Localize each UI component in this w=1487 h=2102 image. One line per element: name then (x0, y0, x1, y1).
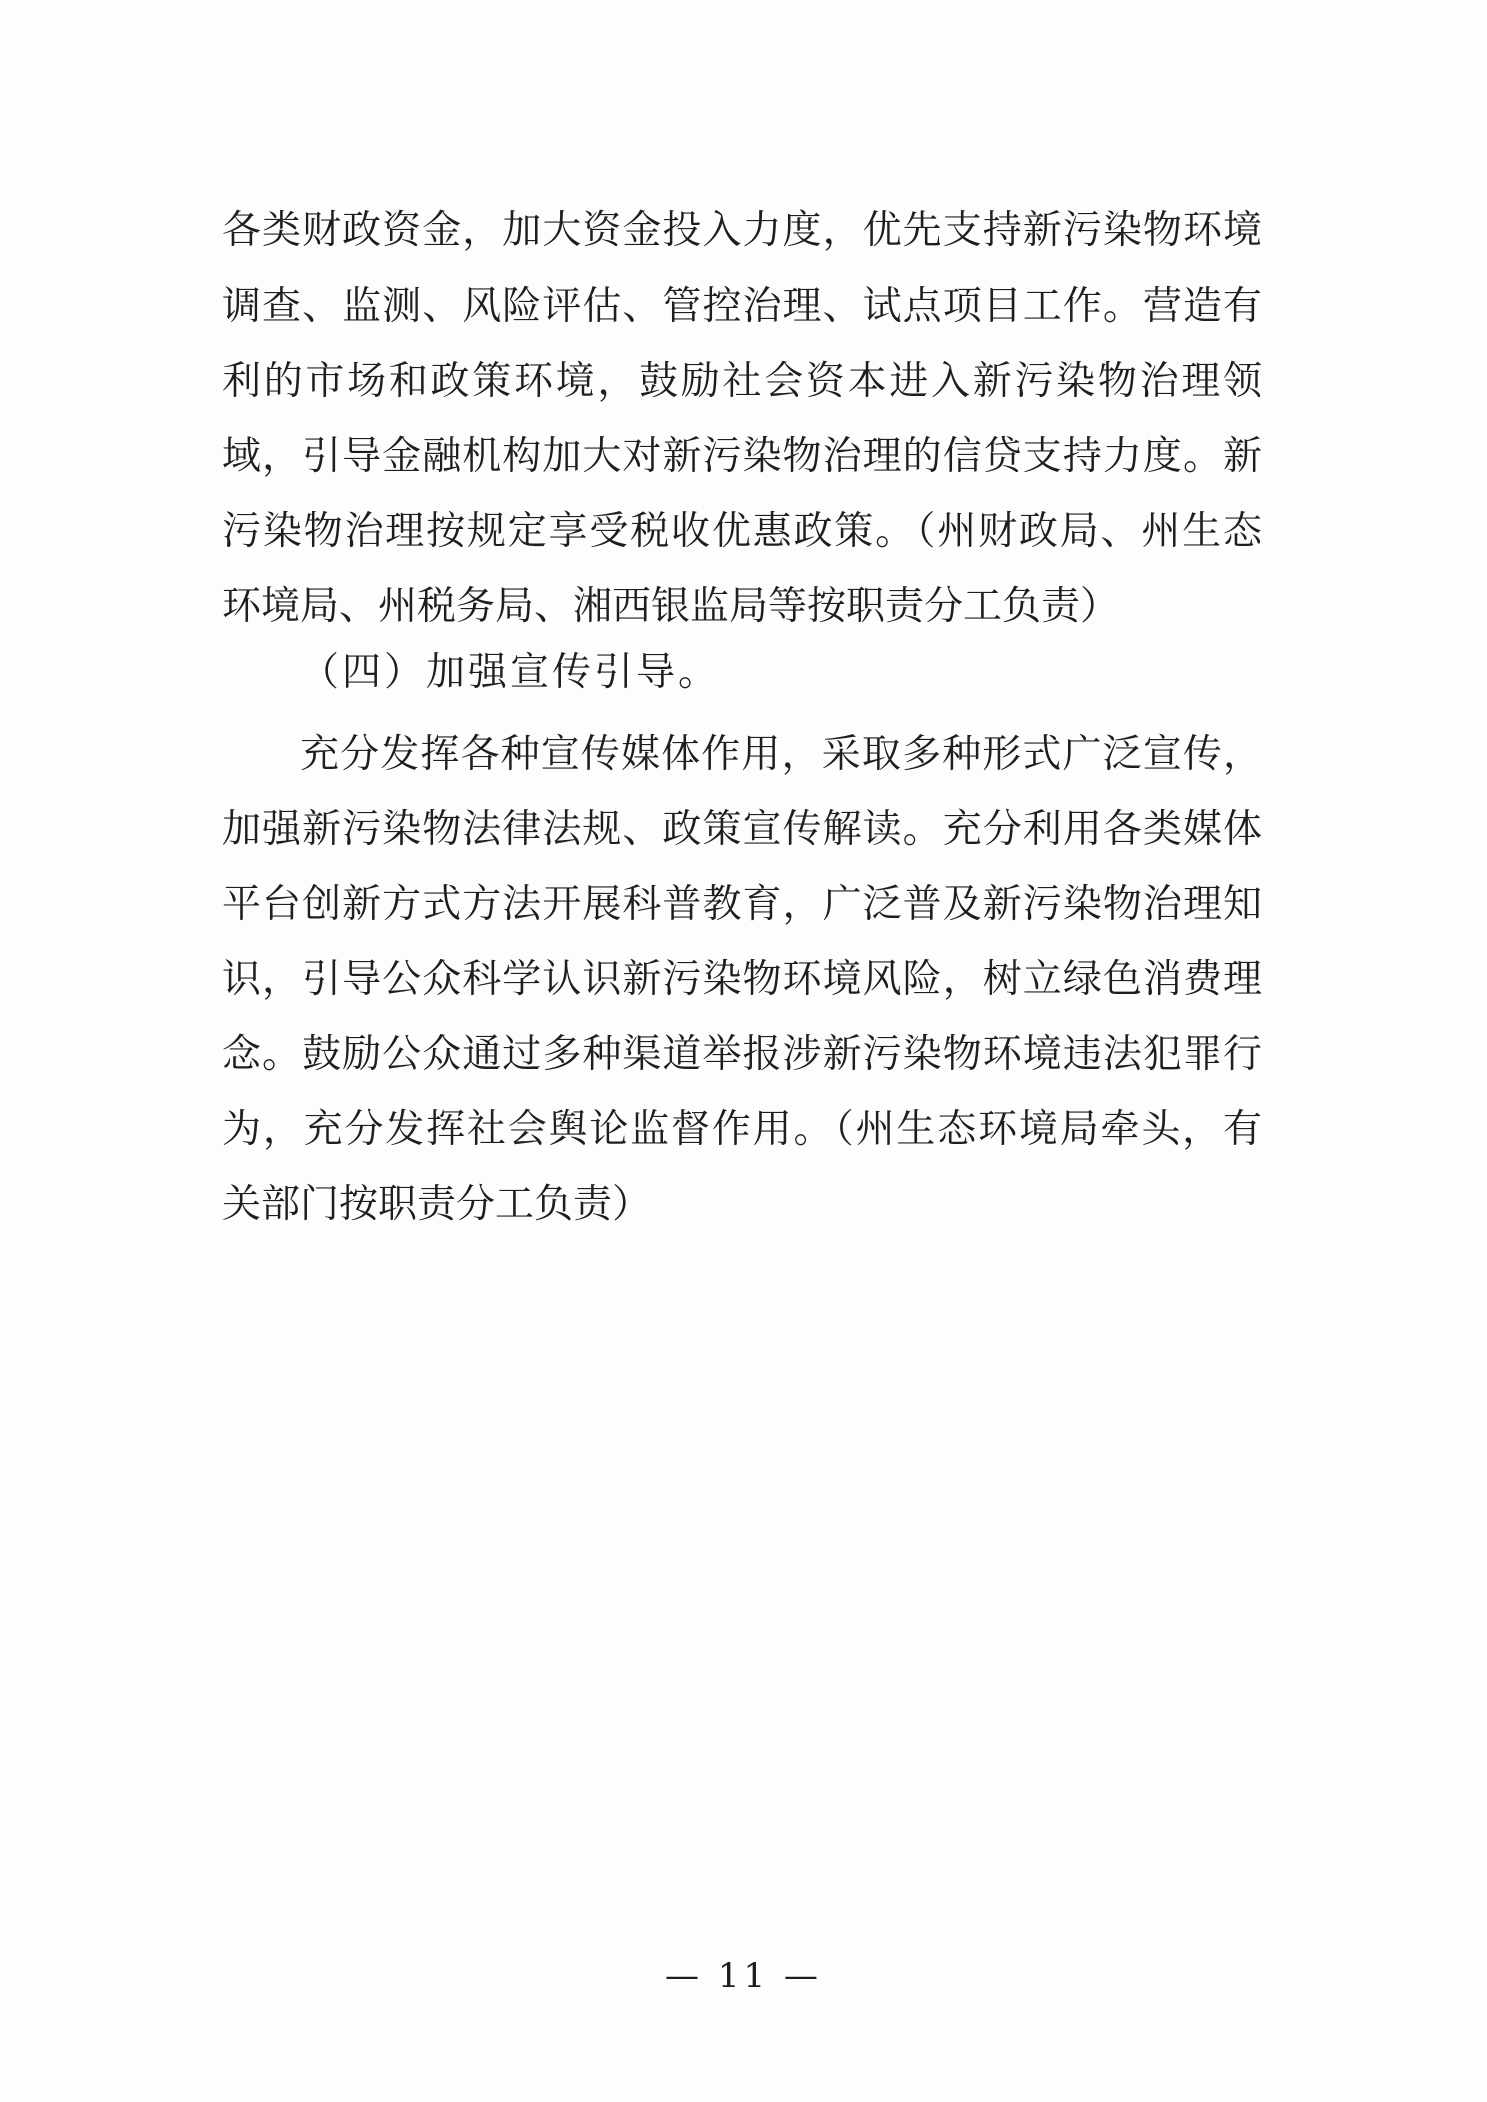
section-heading: （四）加强宣传引导。 (300, 650, 721, 695)
paragraph-line: 加强新污染物法律法规、政策宣传解读。充分利用各类媒体 (222, 807, 1262, 852)
page-number: — 11 — (665, 1956, 822, 1996)
paragraph-line: 平台创新方式方法开展科普教育，广泛普及新污染物治理知 (222, 882, 1262, 927)
paragraph-line: 污染物治理按规定享受税收优惠政策。（州财政局、州生态 (222, 509, 1262, 554)
paragraph-line: 利的市场和政策环境，鼓励社会资本进入新污染物治理领 (222, 359, 1262, 404)
paragraph-line: 各类财政资金，加大资金投入力度，优先支持新污染物环境 (222, 208, 1262, 253)
paragraph-line: 调查、监测、风险评估、管控治理、试点项目工作。营造有 (222, 284, 1262, 329)
paragraph-line: 念。鼓励公众通过多种渠道举报涉新污染物环境违法犯罪行 (222, 1032, 1262, 1077)
paragraph-line: 识，引导公众科学认识新污染物环境风险，树立绿色消费理 (222, 957, 1262, 1002)
paragraph-line: 关部门按职责分工负责） (222, 1182, 652, 1227)
paragraph-line: 充分发挥各种宣传媒体作用，采取多种形式广泛宣传， (300, 732, 1262, 777)
paragraph-line: 为，充分发挥社会舆论监督作用。（州生态环境局牵头，有 (222, 1107, 1262, 1152)
paragraph-line: 环境局、州税务局、湘西银监局等按职责分工负责） (222, 584, 1120, 629)
paragraph-line: 域，引导金融机构加大对新污染物治理的信贷支持力度。新 (222, 434, 1262, 479)
